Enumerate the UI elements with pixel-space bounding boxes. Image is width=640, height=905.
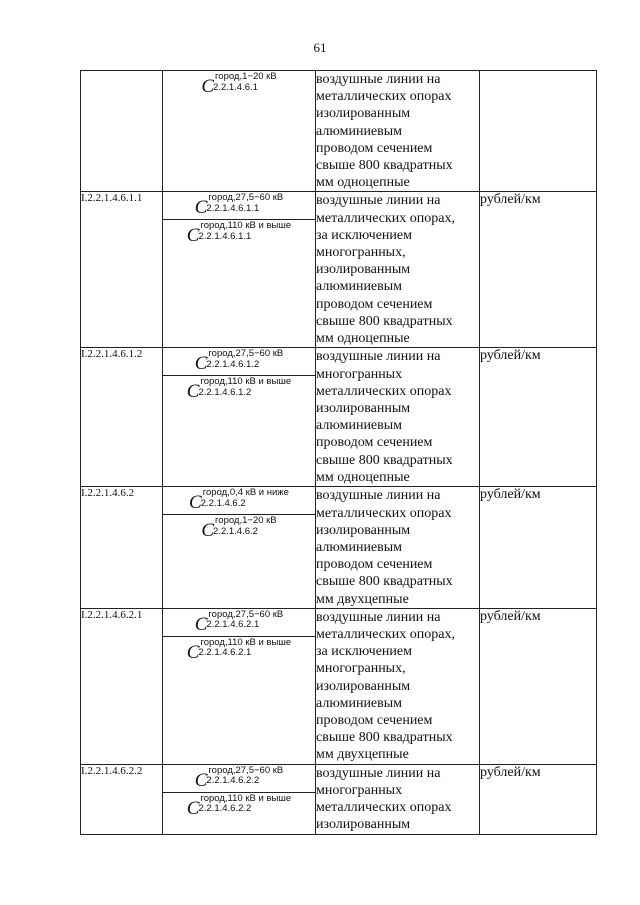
formula-symbol: C <box>189 492 202 514</box>
description-line: свыше 800 квадратных <box>316 313 453 329</box>
description-line: металлических опорах <box>316 383 452 399</box>
description-line: за исключением <box>316 644 412 660</box>
table-row <box>81 608 597 764</box>
row-code: I.2.2.1.4.6.1.2 <box>81 348 163 487</box>
description-line: многогранных <box>316 783 403 799</box>
description-line: мм одноцепные <box>316 331 410 347</box>
rate-formula <box>163 514 315 542</box>
description-line: воздушные линии на <box>316 488 441 504</box>
formula-symbol: C <box>186 797 200 819</box>
formula-superscript: город,1−20 кВ <box>215 71 277 82</box>
description-line: алюминиевым <box>316 418 403 434</box>
table-row <box>81 192 597 348</box>
formula-symbol: C <box>194 613 208 635</box>
formula-indices <box>200 221 291 242</box>
row-code: I.2.2.1.4.6.1.1 <box>81 192 163 348</box>
formula-subscript: 2.2.1.4.6.1.2 <box>206 358 260 370</box>
row-code: I.2.2.1.4.6.2.2 <box>81 764 163 834</box>
description-line: изолированным <box>316 106 411 122</box>
rate-formula <box>163 636 315 664</box>
rate-formula <box>163 765 315 792</box>
rate-formula <box>163 375 315 403</box>
formula-indices <box>200 794 291 815</box>
description-line: проводом сечением <box>316 557 433 573</box>
description-line: алюминиевым <box>316 123 403 139</box>
description-line: мм двухцепные <box>316 747 409 763</box>
formula-subscript: 2.2.1.4.6.1.1 <box>206 202 260 214</box>
page-number: 61 <box>313 40 327 55</box>
row-description <box>316 71 480 192</box>
formula-subscript: 2.2.1.4.6.2 <box>200 497 246 509</box>
formula-cell <box>163 71 316 192</box>
formula-symbol: C <box>201 520 215 542</box>
row-code <box>81 71 163 192</box>
formula-superscript: город,110 кВ и выше <box>200 220 292 232</box>
description-line: изолированным <box>316 817 411 833</box>
description-line: алюминиевым <box>316 279 403 295</box>
description-line: алюминиевым <box>316 540 403 556</box>
row-unit: рублей/км <box>480 608 597 764</box>
description-line: за исключением <box>316 227 412 243</box>
formula-superscript: город,27,5−60 кВ <box>208 348 284 360</box>
formula-superscript: город,27,5−60 кВ <box>208 764 284 776</box>
formula-indices <box>215 516 277 537</box>
formula-indices <box>200 638 291 659</box>
formula-cell <box>163 608 316 764</box>
rate-formula <box>163 192 315 219</box>
description-line: металлических опорах, <box>316 210 455 226</box>
description-line: металлических опорах <box>316 89 452 105</box>
row-unit: рублей/км <box>480 192 597 348</box>
row-description <box>316 192 480 348</box>
formula-subscript: 2.2.1.4.6.2.1 <box>206 619 260 631</box>
row-unit: рублей/км <box>480 348 597 487</box>
rate-formula <box>163 71 315 98</box>
formula-subscript: 2.2.1.4.6.2.1 <box>198 647 252 659</box>
row-description <box>316 487 480 608</box>
description-line: свыше 800 квадратных <box>316 158 453 174</box>
formula-indices <box>215 72 277 93</box>
description-line: многогранных, <box>316 661 406 677</box>
description-line: воздушные линии на <box>316 72 441 87</box>
formula-indices <box>200 377 291 398</box>
rate-formula <box>163 348 315 375</box>
formula-symbol: C <box>201 76 215 97</box>
rate-formula <box>163 219 315 247</box>
rate-formula <box>163 487 315 514</box>
formula-cell <box>163 348 316 487</box>
description-line: изолированным <box>316 401 411 417</box>
table-row <box>81 764 597 834</box>
formula-symbol: C <box>194 353 208 375</box>
description-line: воздушные линии на <box>316 765 441 781</box>
table-row <box>81 487 597 608</box>
formula-symbol: C <box>194 197 208 219</box>
formula-cell <box>163 764 316 834</box>
description-line: проводом сечением <box>316 296 433 312</box>
row-description <box>316 348 480 487</box>
formula-indices <box>208 610 283 631</box>
formula-symbol: C <box>186 641 200 663</box>
description-line: алюминиевым <box>316 695 403 711</box>
description-line: изолированным <box>316 522 411 538</box>
formula-subscript: 2.2.1.4.6.1.2 <box>198 386 252 398</box>
formula-subscript: 2.2.1.4.6.1.1 <box>198 230 252 242</box>
description-line: воздушные линии на <box>316 349 441 365</box>
description-line: многогранных, <box>316 245 406 261</box>
formula-indices <box>208 766 283 787</box>
description-line: мм двухцепные <box>316 591 409 607</box>
row-description <box>316 608 480 764</box>
formula-superscript: город,1−20 кВ <box>215 515 277 527</box>
formula-subscript: 2.2.1.4.6.2.2 <box>206 775 260 787</box>
formula-cell <box>163 192 316 348</box>
description-line: металлических опорах <box>316 505 452 521</box>
formula-superscript: город,110 кВ и выше <box>200 792 292 804</box>
formula-superscript: город,0,4 кВ и ниже <box>202 487 289 499</box>
table-row <box>81 348 597 487</box>
row-description <box>316 764 480 834</box>
description-line: проводом сечением <box>316 435 433 451</box>
row-unit: рублей/км <box>480 764 597 834</box>
formula-indices <box>200 487 289 509</box>
formula-superscript: город,110 кВ и выше <box>200 636 292 648</box>
tariff-table <box>80 70 597 835</box>
description-line: воздушные линии на <box>316 609 441 625</box>
formula-indices <box>208 349 283 370</box>
description-line: металлических опорах <box>316 800 452 816</box>
rate-formula <box>163 609 315 636</box>
row-code: I.2.2.1.4.6.2 <box>81 487 163 608</box>
formula-subscript: 2.2.1.4.6.1 <box>213 81 258 93</box>
description-line: свыше 800 квадратных <box>316 574 453 590</box>
formula-cell <box>163 487 316 608</box>
description-line: металлических опорах, <box>316 627 455 643</box>
description-line: воздушные линии на <box>316 193 441 209</box>
formula-symbol: C <box>186 225 200 247</box>
table-row <box>81 71 597 192</box>
formula-symbol: C <box>186 381 200 403</box>
formula-subscript: 2.2.1.4.6.2.2 <box>198 803 252 815</box>
formula-symbol: C <box>194 769 208 791</box>
row-unit <box>480 71 597 192</box>
description-line: мм одноцепные <box>316 469 410 485</box>
description-line: свыше 800 квадратных <box>316 452 453 468</box>
formula-superscript: город,110 кВ и выше <box>200 376 292 388</box>
description-line: свыше 800 квадратных <box>316 730 453 746</box>
formula-superscript: город,27,5−60 кВ <box>208 608 284 620</box>
description-line: изолированным <box>316 262 411 278</box>
row-unit: рублей/км <box>480 487 597 608</box>
description-line: проводом сечением <box>316 140 433 156</box>
description-line: мм одноцепные <box>316 175 410 191</box>
row-code: I.2.2.1.4.6.2.1 <box>81 608 163 764</box>
description-line: проводом сечением <box>316 713 433 729</box>
formula-superscript: город,27,5−60 кВ <box>208 192 284 204</box>
formula-indices <box>208 193 283 214</box>
rate-formula <box>163 792 315 820</box>
formula-subscript: 2.2.1.4.6.2 <box>213 525 258 537</box>
description-line: изолированным <box>316 678 411 694</box>
description-line: многогранных <box>316 366 403 382</box>
